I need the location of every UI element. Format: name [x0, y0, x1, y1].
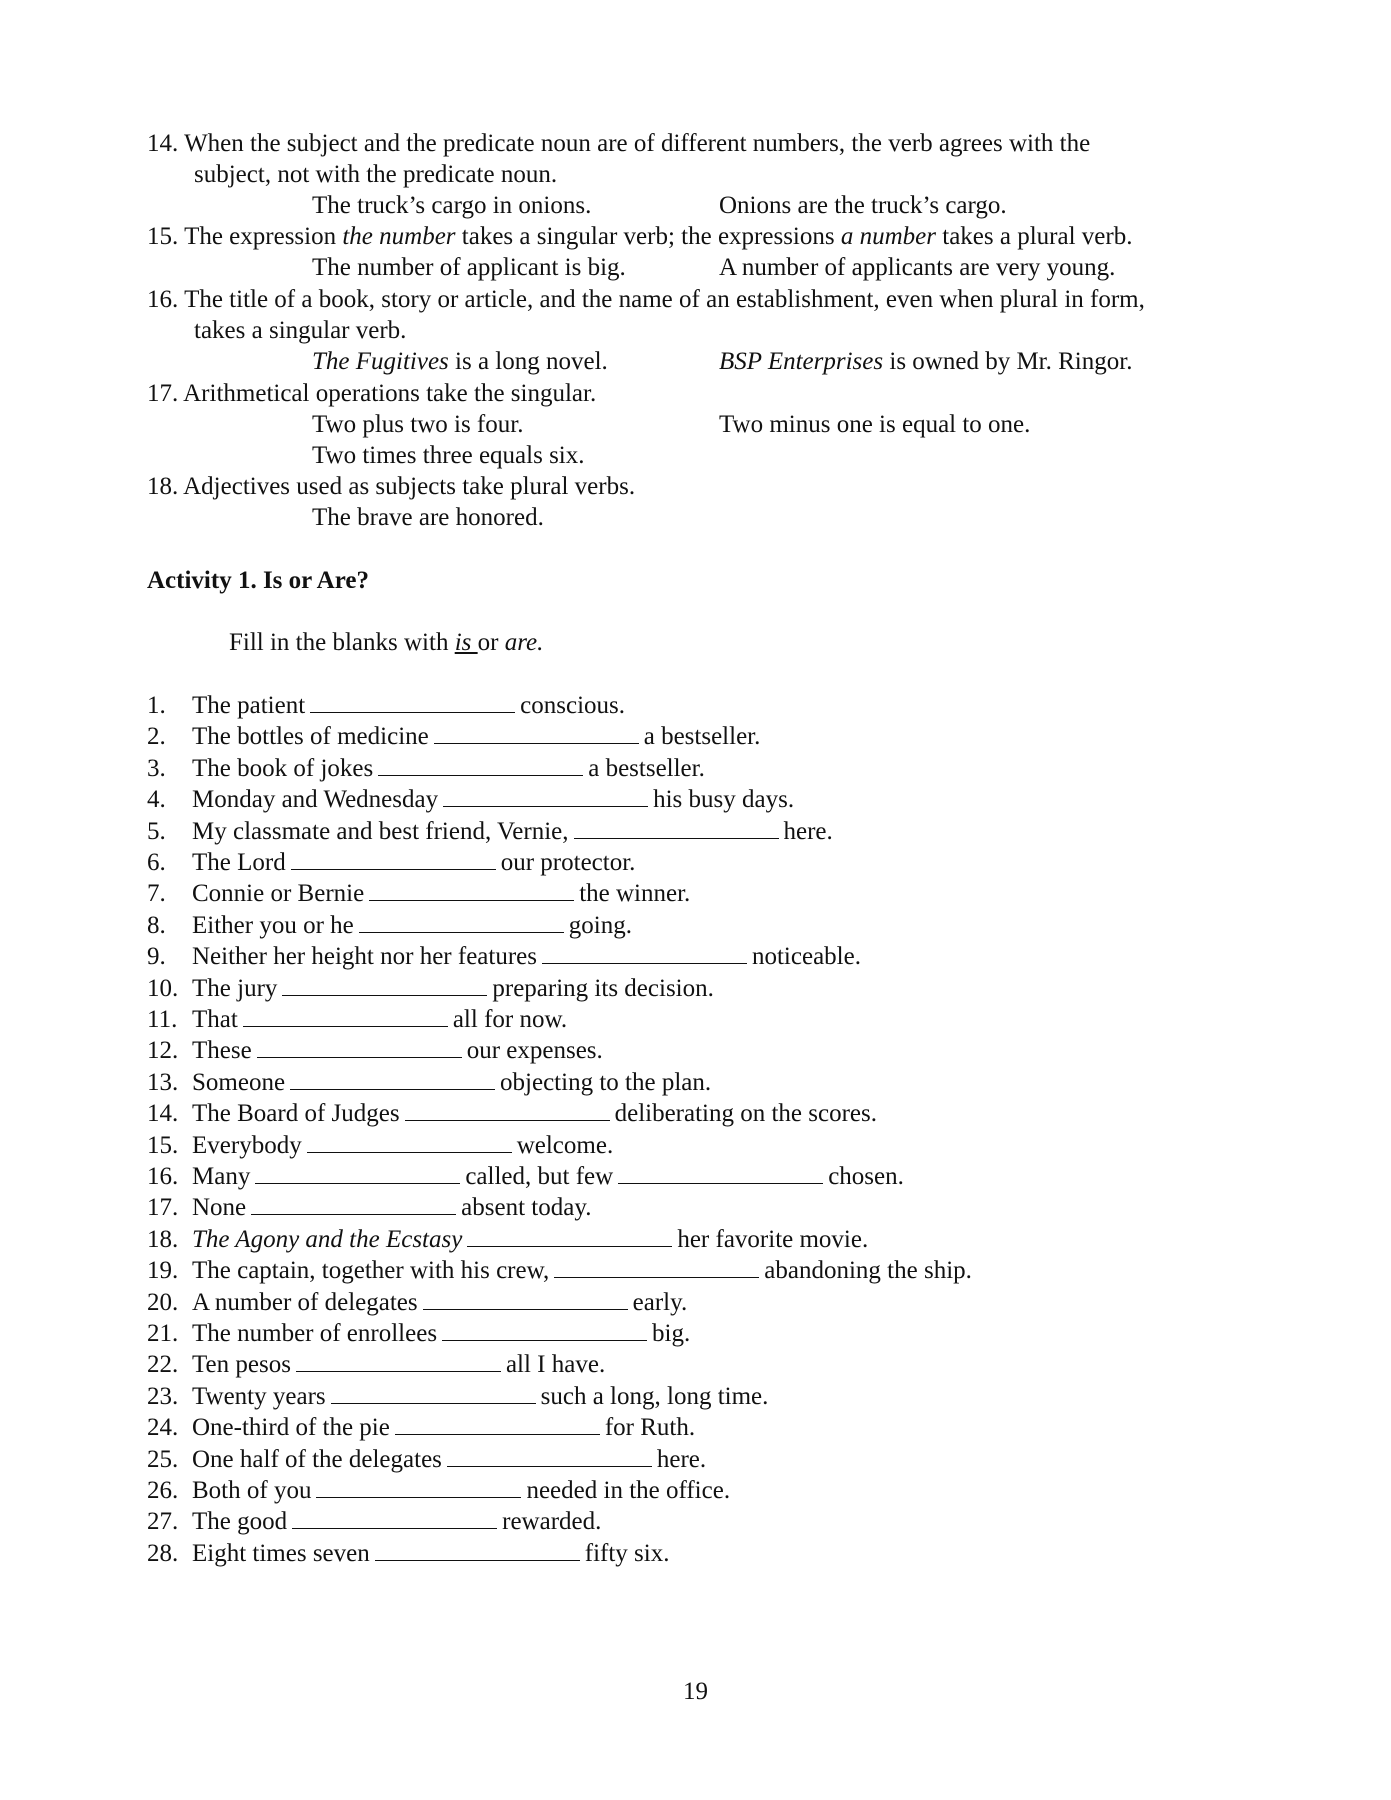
item-number: 28. — [147, 1539, 179, 1567]
rule-text: The expression — [184, 223, 343, 250]
answer-blank[interactable] — [243, 1004, 448, 1027]
exercise-item — [147, 878, 690, 909]
item-text-before: Connie or Bernie — [192, 880, 365, 908]
item-number: 4. — [147, 786, 166, 814]
example: Two plus two is four. — [312, 411, 524, 438]
answer-blank[interactable] — [423, 1287, 628, 1310]
item-text-after: noticeable. — [751, 943, 861, 971]
instruction-are: are. — [504, 629, 544, 656]
rule-number: 18. — [147, 473, 179, 500]
item-number: 7. — [147, 880, 166, 908]
example — [312, 346, 608, 377]
item-text-before: None — [192, 1194, 247, 1222]
item-number: 8. — [147, 911, 166, 939]
item-text-after: all I have. — [505, 1351, 606, 1379]
answer-blank[interactable] — [257, 1035, 462, 1058]
answer-blank[interactable] — [296, 1349, 501, 1372]
rule-number: 14. — [147, 130, 179, 157]
exercise-item — [147, 1130, 613, 1161]
item-number: 24. — [147, 1414, 179, 1442]
instruction-text: Fill in the blanks with — [229, 629, 455, 656]
answer-blank[interactable] — [369, 878, 574, 901]
exercise-item — [147, 847, 635, 878]
item-text-after: here. — [656, 1445, 707, 1473]
item-text-before: Neither her height nor her features — [192, 943, 537, 971]
rule-italic: a number — [840, 223, 936, 250]
item-text-after: called, but few — [465, 1163, 614, 1190]
exercise-item — [147, 1255, 972, 1286]
exercise-item — [147, 816, 833, 847]
exercise-item — [147, 1098, 877, 1129]
item-text-after: going. — [568, 911, 632, 939]
item-text-before: The good — [192, 1508, 288, 1536]
item-text-after: big. — [652, 1320, 691, 1347]
item-text-after: all for now. — [452, 1006, 568, 1033]
item-number: 16. — [147, 1163, 179, 1190]
item-number: 22. — [147, 1351, 179, 1379]
item-number: 20. — [147, 1288, 179, 1316]
item-number: 11. — [147, 1006, 178, 1033]
item-text-after: his busy days. — [653, 786, 795, 814]
item-number: 5. — [147, 817, 166, 845]
answer-blank[interactable] — [292, 1506, 497, 1529]
exercise-item — [147, 721, 760, 752]
example: A number of applicants are very young. — [719, 254, 1116, 281]
item-number: 26. — [147, 1477, 179, 1504]
answer-blank[interactable] — [618, 1161, 823, 1184]
rule-number: 16. — [147, 286, 179, 313]
example: Two minus one is equal to one. — [719, 411, 1031, 438]
rule-number: 17. — [147, 380, 179, 407]
item-number: 23. — [147, 1382, 179, 1410]
item-text-before: Everybody — [192, 1131, 302, 1159]
answer-blank[interactable] — [255, 1161, 460, 1184]
item-text-after: needed in the office. — [526, 1477, 731, 1504]
exercise-item — [147, 1287, 687, 1318]
exercise-item — [147, 973, 714, 1004]
item-text-before: Someone — [192, 1068, 286, 1096]
exercise-item — [147, 1035, 603, 1066]
item-number: 18. — [147, 1225, 179, 1253]
rule-text: When the subject and the predicate noun are of different numbers, the verb agrees with the — [184, 130, 1091, 157]
exercise-item — [147, 1161, 904, 1192]
instruction-text: or — [477, 629, 505, 656]
item-text-before: Monday and Wednesday — [192, 786, 439, 814]
answer-blank[interactable] — [291, 847, 496, 870]
rule-14-continued: subject, not with the predicate noun. — [194, 161, 558, 188]
answer-blank[interactable] — [251, 1192, 456, 1215]
answer-blank[interactable] — [282, 973, 487, 996]
item-text-after: welcome. — [516, 1131, 614, 1159]
item-text-before: Ten pesos — [192, 1351, 291, 1379]
item-text-before: That — [192, 1006, 238, 1033]
exercise-item — [147, 690, 625, 721]
item-text-before: One half of the delegates — [192, 1445, 442, 1473]
item-number: 27. — [147, 1508, 179, 1536]
answer-blank[interactable] — [442, 1318, 647, 1341]
exercise-item — [147, 1192, 591, 1223]
exercise-item — [147, 1538, 669, 1569]
answer-blank[interactable] — [307, 1130, 512, 1153]
rule-17 — [147, 378, 596, 409]
rule-text: Arithmetical operations take the singular. — [183, 380, 597, 407]
item-text-after: her favorite movie. — [677, 1225, 869, 1253]
item-number: 12. — [147, 1037, 179, 1065]
exercise-item — [147, 1349, 605, 1380]
answer-blank[interactable] — [542, 941, 747, 964]
item-text-before: The Board of Judges — [192, 1100, 400, 1128]
item-text-before: These — [192, 1037, 252, 1065]
item-text-after: objecting to the plan. — [500, 1068, 712, 1096]
exercise-item — [147, 1475, 730, 1506]
item-text-after: fifty six. — [584, 1539, 670, 1567]
item-number: 13. — [147, 1068, 179, 1096]
item-text-after: conscious. — [520, 692, 626, 719]
item-text-after: early. — [632, 1288, 688, 1316]
item-text-before: Eight times seven — [192, 1539, 370, 1567]
answer-blank[interactable] — [443, 784, 648, 807]
item-text-before: The bottles of medicine — [192, 723, 429, 751]
item-text-after: preparing its decision. — [492, 974, 714, 1002]
answer-blank[interactable] — [375, 1538, 580, 1561]
rule-18 — [147, 471, 635, 502]
item-number: 3. — [147, 754, 166, 782]
exercise-item — [147, 753, 705, 784]
exercise-item — [147, 1412, 695, 1443]
activity-instruction — [229, 627, 543, 658]
exercise-item — [147, 941, 861, 972]
answer-blank[interactable] — [574, 816, 779, 839]
item-text-before: The book of jokes — [192, 754, 374, 782]
answer-blank[interactable] — [405, 1098, 610, 1121]
answer-blank[interactable] — [467, 1224, 672, 1247]
rule-14 — [147, 128, 1090, 159]
item-text-after: such a long, long time. — [540, 1382, 769, 1410]
item-text-before: The jury — [192, 974, 278, 1002]
item-text-after: a bestseller. — [643, 723, 761, 751]
answer-blank[interactable] — [359, 910, 564, 933]
item-number: 21. — [147, 1320, 179, 1347]
item-number: 19. — [147, 1257, 179, 1285]
item-text-before: The captain, together with his crew, — [192, 1257, 550, 1285]
instruction-is: is — [454, 629, 478, 656]
title-italic: The Fugitives — [312, 348, 449, 375]
exercise-item — [147, 1067, 711, 1098]
item-text-after: here. — [783, 817, 833, 845]
item-number: 17. — [147, 1194, 179, 1222]
item-text-after: deliberating on the scores. — [614, 1100, 878, 1128]
item-text-before: The number of enrollees — [192, 1320, 438, 1347]
item-text-after: abandoning the ship. — [764, 1257, 972, 1285]
rule-text: Adjectives used as subjects take plural verbs. — [183, 473, 636, 500]
item-text-before: Both of you — [192, 1477, 312, 1504]
page-number: 19 — [683, 1678, 708, 1705]
example: Onions are the truck’s cargo. — [719, 192, 1007, 219]
answer-blank[interactable] — [447, 1444, 652, 1467]
item-text-before: Either you or he — [192, 911, 354, 939]
answer-blank[interactable] — [395, 1412, 600, 1435]
item-text-after: chosen. — [828, 1163, 904, 1190]
item-number: 1. — [147, 692, 166, 719]
item-text-after: rewarded. — [502, 1508, 602, 1536]
exercise-item — [147, 1506, 601, 1537]
item-text-after: absent today. — [461, 1194, 592, 1222]
rule-16-continued: takes a singular verb. — [194, 317, 407, 344]
example — [719, 346, 1132, 377]
rule-text: takes a singular verb; the expressions — [455, 223, 841, 250]
rule-text: takes a plural verb. — [936, 223, 1133, 250]
item-text-before: My classmate and best friend, Vernie, — [192, 817, 569, 845]
answer-blank[interactable] — [378, 753, 583, 776]
item-number: 10. — [147, 974, 179, 1002]
example: The truck’s cargo in onions. — [312, 192, 592, 219]
example: The number of applicant is big. — [312, 254, 626, 281]
answer-blank[interactable] — [316, 1475, 521, 1498]
exercise-item — [147, 1381, 768, 1412]
item-text-before: One-third of the pie — [192, 1414, 390, 1442]
example-text: is a long novel. — [448, 348, 608, 375]
item-title-italic: The Agony and the Ecstasy — [192, 1225, 463, 1253]
item-number: 2. — [147, 723, 166, 751]
rule-16 — [147, 284, 1145, 315]
exercise-item — [147, 784, 794, 815]
item-number: 6. — [147, 849, 166, 876]
item-text-after: a bestseller. — [588, 754, 705, 782]
item-number: 25. — [147, 1445, 179, 1473]
answer-blank[interactable] — [331, 1381, 536, 1404]
exercise-item — [147, 1004, 567, 1035]
answer-blank[interactable] — [554, 1255, 759, 1278]
exercise-item — [147, 910, 632, 941]
item-number: 9. — [147, 943, 166, 971]
exercise-item — [147, 1444, 706, 1475]
rule-number: 15. — [147, 223, 179, 250]
example-text: is owned by Mr. Ringor. — [883, 348, 1133, 375]
item-number: 14. — [147, 1100, 179, 1128]
answer-blank[interactable] — [290, 1067, 495, 1090]
exercise-item — [147, 1318, 690, 1349]
item-text-before: Twenty years — [192, 1382, 326, 1410]
answer-blank[interactable] — [434, 721, 639, 744]
item-text-before: The Lord — [192, 849, 286, 876]
rule-15 — [147, 221, 1132, 252]
example: Two times three equals six. — [312, 442, 585, 469]
exercise-item — [147, 1224, 868, 1255]
rule-italic: the number — [342, 223, 456, 250]
item-text-after: our expenses. — [466, 1037, 603, 1065]
item-text-before: Many — [192, 1163, 251, 1190]
item-text-after: for Ruth. — [604, 1414, 696, 1442]
item-text-before: The patient — [192, 692, 306, 719]
item-text-after: our protector. — [500, 849, 636, 876]
item-number: 15. — [147, 1131, 179, 1159]
answer-blank[interactable] — [310, 690, 515, 713]
item-text-before: A number of delegates — [192, 1288, 418, 1316]
item-text-after: the winner. — [579, 880, 691, 908]
title-italic: BSP Enterprises — [719, 348, 884, 375]
rule-text: The title of a book, story or article, and the name of an establishment, even when plural in form, — [184, 286, 1145, 313]
activity-title: Activity 1. Is or Are? — [147, 567, 369, 594]
example: The brave are honored. — [312, 504, 544, 531]
